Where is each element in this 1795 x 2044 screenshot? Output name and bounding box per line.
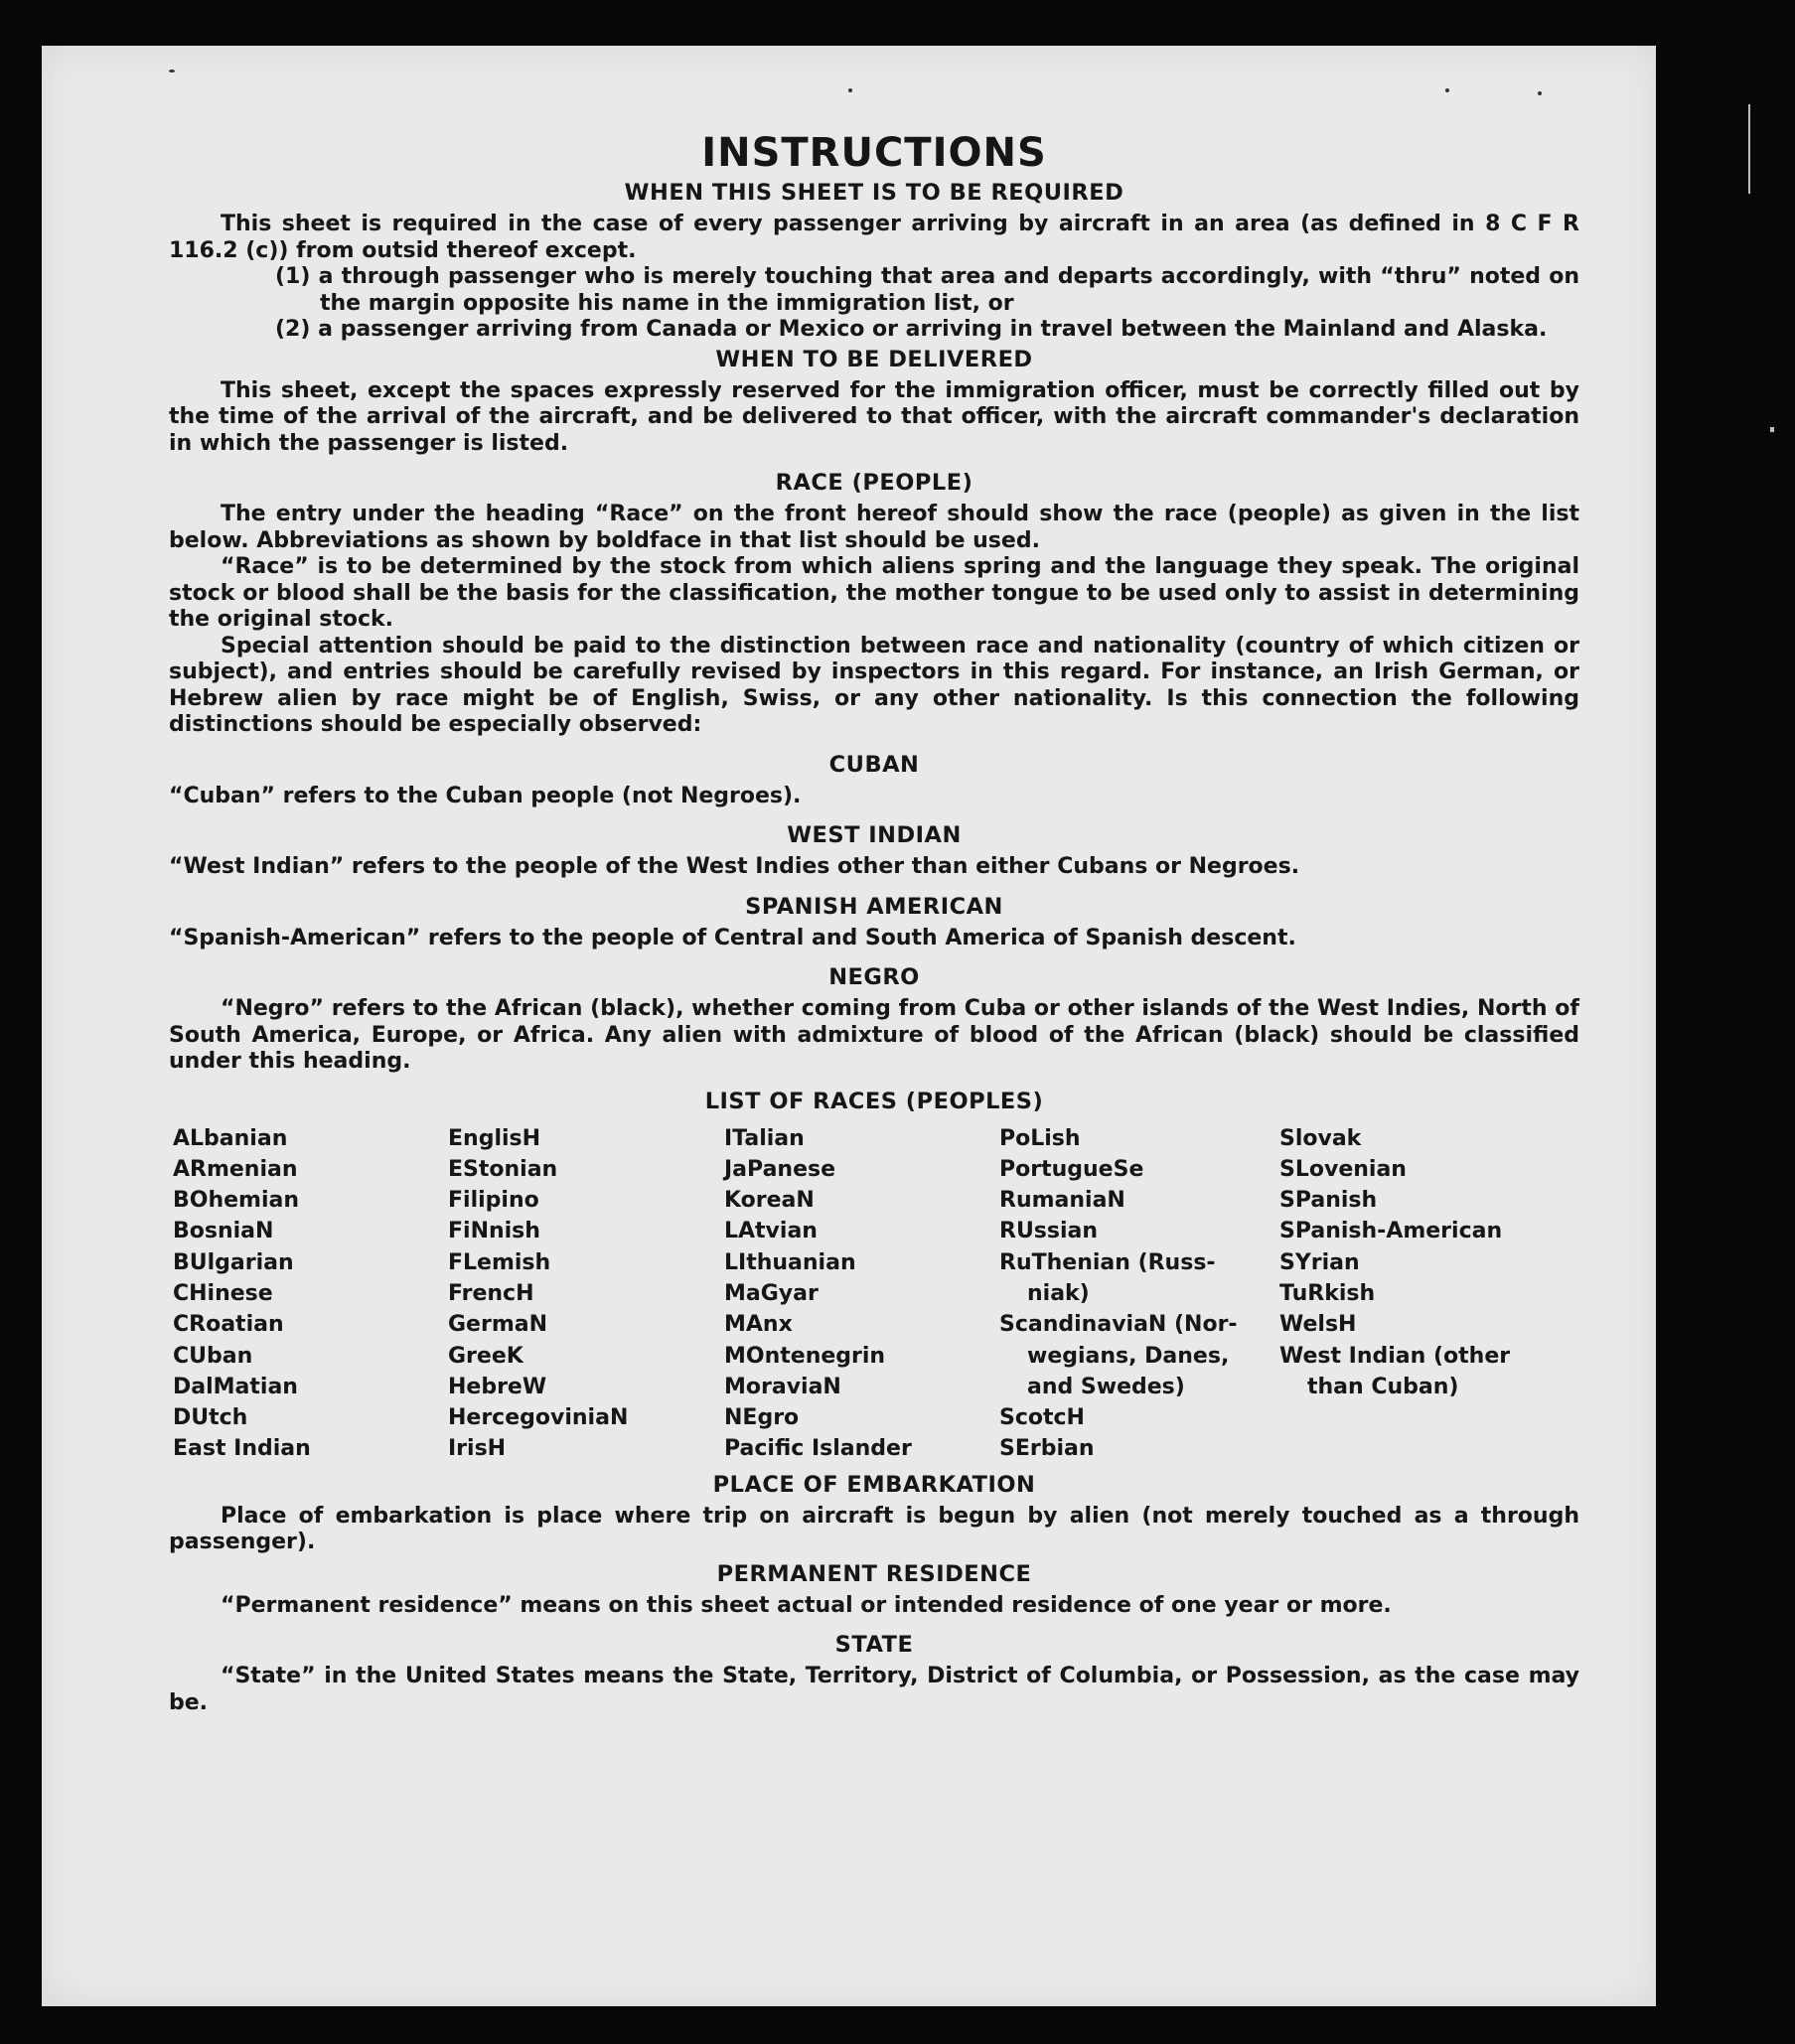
race-entry: LIthuanian bbox=[724, 1249, 856, 1275]
section-heading-state: STATE bbox=[834, 1632, 914, 1659]
section-heading-when-delivered: WHEN TO BE DELIVERED bbox=[715, 346, 1033, 372]
race-entry: MoraviaN bbox=[724, 1374, 841, 1399]
race-entry: PoLish bbox=[999, 1125, 1081, 1151]
race-entry: ARmenian bbox=[173, 1156, 298, 1182]
race-entry: WelsH bbox=[1279, 1312, 1357, 1338]
race-entry: EnglisH bbox=[448, 1125, 541, 1151]
paragraph: Place of embarkation is place where trip on aircraft is begun by alien (not merely touched as a through passenger). bbox=[169, 1503, 1579, 1555]
paragraph: “Race” is to be determined by the stock from which aliens spring and the language they speak. The original stock or blood shall be the basis for the classification, the mother tongue to be used only to assist in determining the original stock. bbox=[169, 554, 1579, 632]
race-entry: IrisH bbox=[448, 1436, 507, 1462]
paragraph: Special attention should be paid to the distinction between race and nationality (country of which citizen or subject), and entries should be carefully revised by inspectors in this regard. For instance, an Irish German, or Hebrew alien by race might be of English, Swiss, or any other nationality. Is this connection the following distinctions should be especially observed: bbox=[169, 633, 1579, 737]
race-entry: FLemish bbox=[448, 1249, 551, 1275]
race-entry: RUssian bbox=[999, 1219, 1099, 1244]
race-entry: East Indian bbox=[173, 1436, 311, 1462]
section-heading-west-indian: WEST INDIAN bbox=[787, 822, 962, 848]
section-heading-place-of-embarkation: PLACE OF EMBARKATION bbox=[712, 1471, 1036, 1498]
race-entry: LAtvian bbox=[724, 1219, 818, 1244]
race-entry: SLovenian bbox=[1279, 1156, 1407, 1182]
race-entry: JaPanese bbox=[724, 1156, 836, 1182]
race-entry: BOhemian bbox=[173, 1188, 300, 1214]
section-heading-negro: NEGRO bbox=[828, 964, 920, 990]
section-heading-permanent-residence: PERMANENT RESIDENCE bbox=[716, 1560, 1032, 1587]
race-entry: SPanish bbox=[1279, 1188, 1378, 1214]
scan-speck bbox=[848, 88, 852, 92]
races-column bbox=[1279, 1123, 1583, 1465]
race-entry: MaGyar bbox=[724, 1280, 819, 1306]
races-column bbox=[173, 1123, 448, 1465]
paragraph: “Spanish-American” refers to the people of Central and South America of Spanish descent. bbox=[169, 925, 1296, 950]
race-entry-continuation: niak) bbox=[1027, 1280, 1090, 1306]
race-entry: DalMatian bbox=[173, 1374, 298, 1399]
race-entry-continuation: than Cuban) bbox=[1307, 1374, 1459, 1399]
race-entry: TuRkish bbox=[1279, 1280, 1376, 1306]
races-column bbox=[724, 1123, 999, 1465]
page-title: INSTRUCTIONS bbox=[701, 130, 1047, 176]
race-entry: BUlgarian bbox=[173, 1249, 294, 1275]
paragraph: This sheet is required in the case of every passenger arriving by aircraft in an area (as defined in 8 C F R 116.2 (c)) from outsid thereof except. bbox=[169, 212, 1579, 263]
race-entry: KoreaN bbox=[724, 1188, 815, 1214]
race-entry: ITalian bbox=[724, 1125, 805, 1151]
paragraph: “West Indian” refers to the people of the West Indies other than either Cubans or Negroes. bbox=[169, 854, 1300, 879]
race-entry: ScotcH bbox=[999, 1405, 1085, 1431]
race-entry: ALbanian bbox=[173, 1125, 288, 1151]
race-entry: FiNnish bbox=[448, 1219, 540, 1244]
paragraph: This sheet, except the spaces expressly reserved for the immigration officer, must be correctly filled out by the time of the arrival of the aircraft, and be delivered to that officer, with the aircraft commander's declaration in which the passenger is listed. bbox=[169, 377, 1579, 456]
race-entry: CUban bbox=[173, 1343, 253, 1369]
scan-speck bbox=[169, 70, 175, 73]
races-column bbox=[448, 1123, 724, 1465]
race-entry: ScandinaviaN (Nor- bbox=[999, 1312, 1238, 1338]
race-entry: Filipino bbox=[448, 1188, 539, 1214]
scan-edge-mark bbox=[1770, 427, 1774, 432]
race-entry-continuation: and Swedes) bbox=[1027, 1374, 1185, 1399]
race-entry: MOntenegrin bbox=[724, 1343, 886, 1369]
race-entry: West Indian (other bbox=[1279, 1343, 1511, 1369]
race-entry: SYrian bbox=[1279, 1249, 1360, 1275]
race-entry: EStonian bbox=[448, 1156, 558, 1182]
race-entry: Pacific Islander bbox=[724, 1436, 912, 1462]
race-entry: MAnx bbox=[724, 1312, 793, 1338]
section-heading-cuban: CUBAN bbox=[828, 751, 920, 778]
list-item: (1) a through passenger who is merely touching that area and departs accordingly, with “thru” noted on the margin opposite his name in the immigration list, or bbox=[275, 264, 1579, 316]
paragraph: “Cuban” refers to the Cuban people (not Negroes). bbox=[169, 783, 802, 808]
race-entry: CRoatian bbox=[173, 1312, 284, 1338]
race-entry: RuThenian (Russ- bbox=[999, 1249, 1216, 1275]
paragraph: “Permanent residence” means on this sheet actual or intended residence of one year or more. bbox=[221, 1592, 1392, 1618]
scan-speck bbox=[1538, 91, 1542, 95]
race-entry: GreeK bbox=[448, 1343, 524, 1369]
race-entry: CHinese bbox=[173, 1280, 273, 1306]
race-entry: SPanish-American bbox=[1279, 1219, 1503, 1244]
race-entry: HercegoviniaN bbox=[448, 1405, 629, 1431]
races-column bbox=[999, 1123, 1279, 1465]
race-entry: HebreW bbox=[448, 1374, 547, 1399]
section-heading-when-required: WHEN THIS SHEET IS TO BE REQUIRED bbox=[624, 180, 1124, 206]
scan-speck bbox=[1445, 88, 1449, 92]
race-entry: RumaniaN bbox=[999, 1188, 1125, 1214]
section-heading-race: RACE (PEOPLE) bbox=[775, 470, 973, 496]
paragraph: “State” in the United States means the State, Territory, District of Columbia, or Possession, as the case may be. bbox=[169, 1664, 1579, 1715]
document-page bbox=[42, 46, 1656, 2006]
race-entry: FrencH bbox=[448, 1280, 534, 1306]
race-entry: PortugueSe bbox=[999, 1156, 1144, 1182]
section-heading-spanish-american: SPANISH AMERICAN bbox=[745, 893, 1003, 920]
race-entry: BosniaN bbox=[173, 1219, 274, 1244]
scan-edge-mark bbox=[1748, 104, 1750, 194]
instructions-text bbox=[169, 129, 1579, 1716]
races-list bbox=[173, 1123, 1579, 1465]
races-list-heading: LIST OF RACES (PEOPLES) bbox=[704, 1088, 1044, 1114]
race-entry-continuation: wegians, Danes, bbox=[1027, 1343, 1230, 1369]
race-entry: GermaN bbox=[448, 1312, 548, 1338]
race-entry: NEgro bbox=[724, 1405, 800, 1431]
paragraph: The entry under the heading “Race” on the front hereof should show the race (people) as given in the list below. Abbreviations as shown by boldface in that list should be used. bbox=[169, 502, 1579, 553]
race-entry: SErbian bbox=[999, 1436, 1095, 1462]
list-item: (2) a passenger arriving from Canada or Mexico or arriving in travel between the Mainland and Alaska. bbox=[275, 317, 1548, 342]
race-entry: DUtch bbox=[173, 1405, 248, 1431]
race-entry: Slovak bbox=[1279, 1125, 1362, 1151]
paragraph: “Negro” refers to the African (black), whether coming from Cuba or other islands of the West Indies, North of South America, Europe, or Africa. Any alien with admixture of blood of the African (black) should be classified under this heading. bbox=[169, 996, 1579, 1074]
